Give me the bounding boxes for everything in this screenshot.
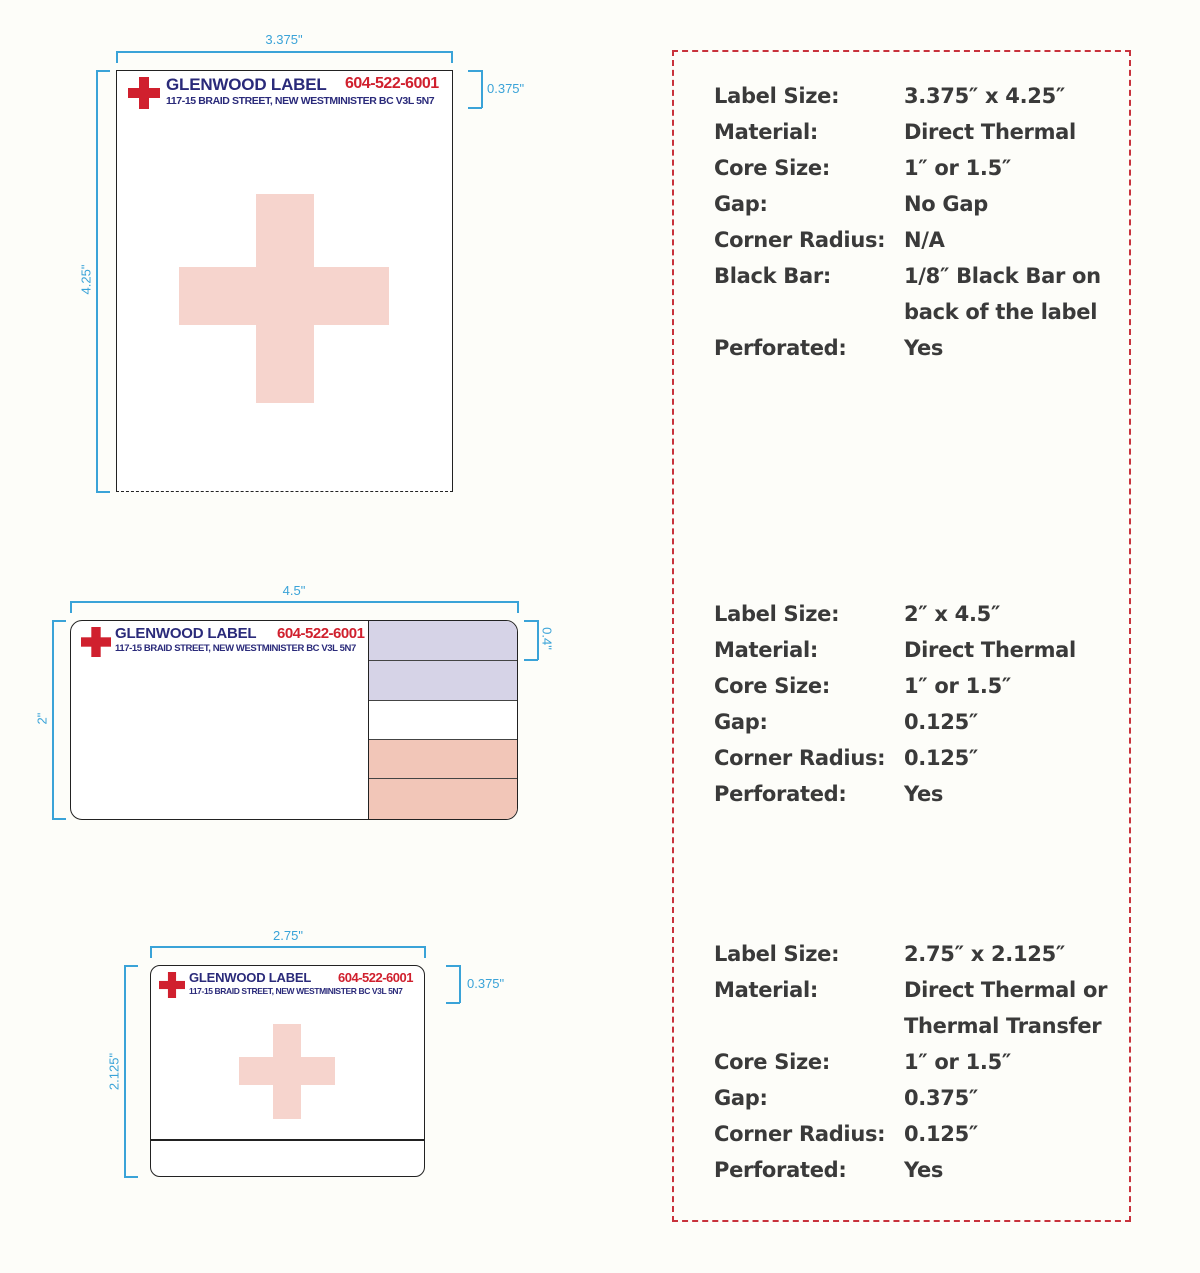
red-cross-icon	[159, 972, 185, 998]
header-dim-tick	[446, 1002, 460, 1004]
spec-key: Perforated:	[714, 1158, 847, 1182]
stripe-column	[368, 621, 518, 819]
height-dim-line	[52, 620, 54, 820]
width-dim-tick	[116, 51, 118, 63]
spec-value: 1/8″ Black Bar on	[904, 264, 1101, 288]
company-phone: 604-522-6001	[338, 970, 413, 985]
width-dim-label: 3.375"	[265, 32, 303, 47]
header-dim-line	[459, 965, 461, 1003]
spec-key: Gap:	[714, 192, 768, 216]
label-1	[116, 70, 453, 492]
spec-key: Core Size:	[714, 1050, 830, 1074]
spec-key: Gap:	[714, 1086, 768, 1110]
company-address: 117-15 BRAID STREET, NEW WESTMINISTER BC V3L 5N7	[166, 95, 435, 107]
height-dim-label: 4.25"	[78, 264, 94, 295]
height-dim-tick	[124, 1176, 138, 1178]
spec-value: Direct Thermal	[904, 638, 1076, 662]
header-dim-tick	[468, 107, 482, 109]
width-dim-line	[150, 946, 425, 948]
spec-value: 1″ or 1.5″	[904, 674, 1011, 698]
height-dim-tick	[52, 620, 66, 622]
width-dim-label: 2.75"	[273, 928, 303, 943]
width-dim-line	[70, 601, 518, 603]
header-dim-label: 0.375"	[487, 81, 525, 96]
width-dim-tick	[451, 51, 453, 63]
spec-value: 1″ or 1.5″	[904, 156, 1011, 180]
header-dim-tick	[446, 965, 460, 967]
spec-value: Direct Thermal or	[904, 978, 1108, 1002]
spec-value: 2.75″ x 2.125″	[904, 942, 1065, 966]
spec-value: No Gap	[904, 192, 988, 216]
height-dim-line	[96, 70, 98, 492]
label-2	[70, 620, 518, 820]
width-dim-tick	[424, 946, 426, 958]
height-dim-tick	[52, 818, 66, 820]
header-dim-label: 0.375"	[467, 976, 505, 991]
height-dim-tick	[96, 491, 110, 493]
company-name: GLENWOOD LABEL	[166, 75, 327, 94]
header-dim-tick	[468, 70, 482, 72]
header-dim-line	[481, 70, 483, 108]
company-phone: 604-522-6001	[345, 75, 439, 92]
spec-value: back of the label	[904, 300, 1098, 324]
height-dim-tick	[96, 70, 110, 72]
height-dim-line	[124, 965, 126, 1178]
spec-key: Corner Radius:	[714, 1122, 886, 1146]
spec-key: Perforated:	[714, 336, 847, 360]
spec-key: Core Size:	[714, 674, 830, 698]
spec-key: Material:	[714, 120, 818, 144]
height-dim-label: 2"	[34, 712, 50, 725]
width-dim-tick	[150, 946, 152, 958]
spec-key: Corner Radius:	[714, 746, 886, 770]
spec-value: 1″ or 1.5″	[904, 1050, 1011, 1074]
spec-value: Thermal Transfer	[904, 1014, 1102, 1038]
spec-key: Label Size:	[714, 602, 840, 626]
header-dim-line	[537, 620, 539, 660]
width-dim-tick	[70, 601, 72, 613]
red-cross-icon	[128, 77, 160, 109]
height-dim-label: 2.125"	[106, 1052, 122, 1091]
spec-value: N/A	[904, 228, 945, 252]
spec-value: 0.125″	[904, 710, 979, 734]
width-dim-label: 4.5"	[282, 583, 306, 598]
stripe-white	[369, 701, 518, 740]
spec-key: Corner Radius:	[714, 228, 886, 252]
spec-value: Yes	[904, 1158, 944, 1182]
specs-panel	[672, 50, 1131, 1222]
spec-key: Gap:	[714, 710, 768, 734]
spec-value: 2″ x 4.5″	[904, 602, 1001, 626]
spec-key: Core Size:	[714, 156, 830, 180]
spec-value: Yes	[904, 336, 944, 360]
stripe-salmon	[369, 779, 518, 819]
spec-value: 3.375″ x 4.25″	[904, 84, 1065, 108]
spec-key: Perforated:	[714, 782, 847, 806]
spec-value: 0.125″	[904, 746, 979, 770]
pink-cross-horizontal	[179, 267, 389, 325]
spec-value: 0.375″	[904, 1086, 979, 1110]
spec-key: Label Size:	[714, 84, 840, 108]
spec-value: Direct Thermal	[904, 120, 1076, 144]
stripe-lavender	[369, 621, 518, 661]
spec-key: Label Size:	[714, 942, 840, 966]
header-dim-tick	[524, 620, 538, 622]
width-dim-line	[116, 51, 452, 53]
stripe-lavender	[369, 661, 518, 701]
spec-key: Material:	[714, 638, 818, 662]
label-divider	[151, 1139, 425, 1141]
label-3	[150, 965, 425, 1177]
height-dim-tick	[124, 965, 138, 967]
width-dim-tick	[517, 601, 519, 613]
stripe-salmon	[369, 740, 518, 779]
red-cross-icon	[81, 627, 111, 657]
spec-key: Black Bar:	[714, 264, 832, 288]
company-name: GLENWOOD LABEL	[189, 970, 312, 985]
company-address: 117-15 BRAID STREET, NEW WESTMINISTER BC V3L 5N7	[115, 643, 356, 654]
spec-key: Material:	[714, 978, 818, 1002]
pink-cross-horizontal	[239, 1057, 335, 1085]
header-dim-label: 0.4"	[539, 627, 555, 650]
header-dim-tick	[524, 659, 538, 661]
company-phone: 604-522-6001	[277, 625, 365, 642]
company-address: 117-15 BRAID STREET, NEW WESTMINISTER BC V3L 5N7	[189, 986, 403, 996]
spec-value: Yes	[904, 782, 944, 806]
spec-value: 0.125″	[904, 1122, 979, 1146]
company-name: GLENWOOD LABEL	[115, 625, 257, 642]
